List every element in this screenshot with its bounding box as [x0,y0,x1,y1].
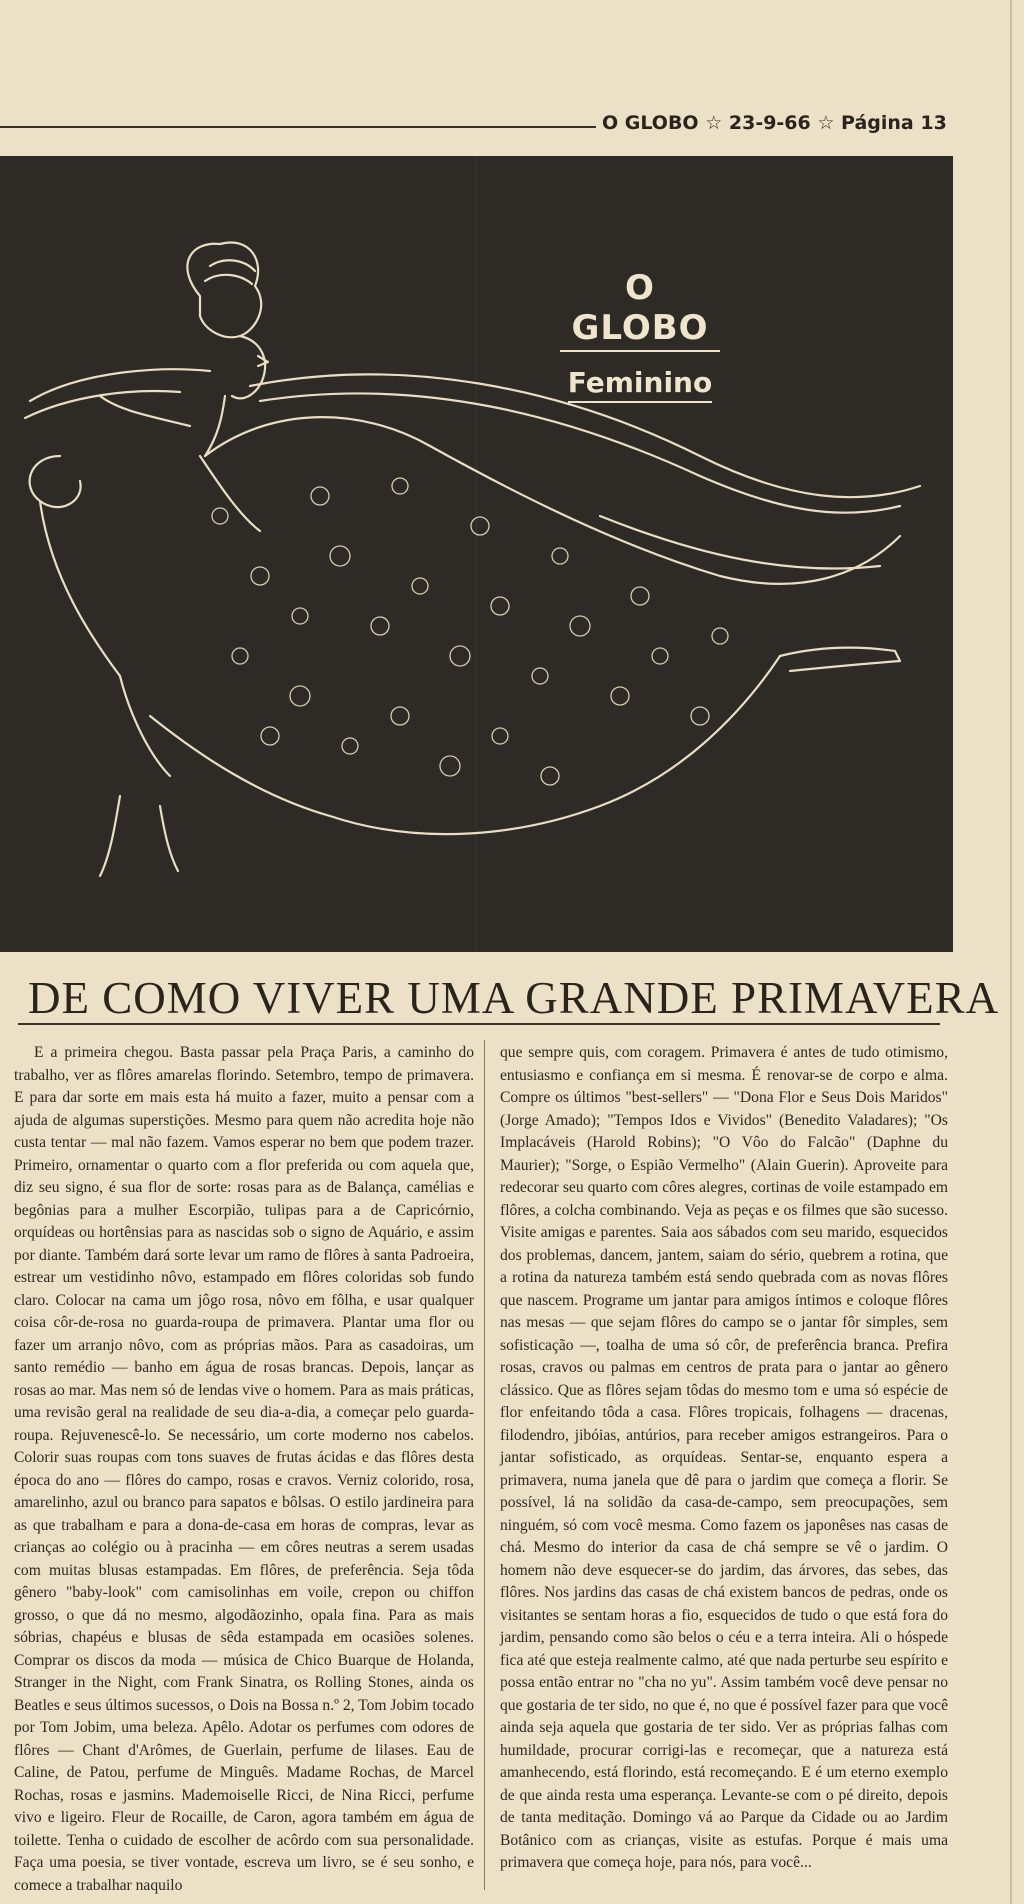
article-column-left [14,1042,474,1897]
article-column-right [500,1042,948,1875]
star-icon: ☆ [705,112,723,134]
masthead-page: Página 13 [841,112,947,134]
headline-rule [18,1023,940,1025]
banner-section: Feminino [568,366,712,403]
reclining-woman-illustration [0,156,953,952]
masthead [602,112,962,134]
section-banner [560,268,720,403]
column-divider [484,1040,485,1890]
banner-brand: O GLOBO [560,268,720,352]
star-icon: ☆ [817,112,835,134]
page-edge [1010,0,1012,1904]
masthead-rule [0,126,596,128]
masthead-paper: O GLOBO [602,112,699,134]
article-text-right: que sempre quis, com coragem. Primavera é antes de tudo otimismo, entusiasmo e confiança em si mesma. É renovar-se de corpo e alma. Compre os últimos "best-sellers" — "Dona Flor e Seus Dois Maridos" (Jorge Amado); "Tempos Idos e Vividos" (Benedito Valadares); "Os Implacáveis (Harold Robins); "O Vôo do Falcão" (Daphne du Maurier); "Sorge, o Espião Vermelho" (Alain Guerin). Aproveite para redecorar seu quarto com côres alegres, cortinas de voile estampado em flôres, a colcha combinando. Veja as peças e os filmes que são sucesso. Visite amigas e parentes. Saia aos sábados com seu marido, esquecidos dos problemas, dancem, jantem, saiam do sério, quebrem a rotina, que a rotina da natureza também está sendo quebrada com as novas flôres que nascem. Programe um jantar para amigos íntimos e coloque flôres nas mesas — que sejam flôres do campo se o jantar fôr simples, sem sofisticação —, toalha de uma só côr, de preferência branca. Prefira rosas, cravos ou palmas em centros de prata para o jantar ao gênero clássico. Que as flôres sejam tôdas do mesmo tom e uma só espécie de flor enfeitando tôda a casa. Flôres tropicais, folhagens — dracenas, filodendro, jibóias, antúrios, para receber amigos estrangeiros. Para o jantar sofisticado, as orquídeas. Sentar-se, enquanto espera a primavera, numa janela que dê para o jardim que começa a florir. Se possível, lá na solidão da casa-de-campo, sem preocupações, sem ninguém, só com você mesma. Como fazem os japonêses nas casas de chá. Mesmo do interior da casa de chá sempre se vê o jardim. O homem não deve esquecer-se do jardim, das árvores, das sebes, das flôres. Nos jardins das casas de chá existem bancos de pedras, onde os visitantes se sentam horas a fio, esquecidos de tudo o que está fora do jardim, pensando como são belos o céu e a terra inteira. Ali o hóspede fica até que esteja realmente calmo, até que nada perturbe seu espírito e possa então entrar no "cha no yu". Assim também você deve pensar no que gostaria de ter sido, no que é, no que é possível fazer para que você ainda seja aquela que gostaria de ter sido. Ver as próprias falhas com humildade, procurar corrigi-las e recomeçar, que a natureza está amanhecendo, está florindo, está recomeçando. E é um eterno exemplo de que ainda resta uma esperança. Levante-se com o pé direito, depois de tanta meditação. Domingo vá ao Parque da Cidade ou ao Jardim Botânico com as crianças, visite as estufas. Porque é mais uma primavera que começa hoje, para nós, para você... [500,1044,948,1871]
article-text-left: E a primeira chegou. Basta passar pela Praça Paris, a caminho do trabalho, ver as flôres amarelas florindo. Setembro, tempo de primavera. E para dar sorte em mais esta há muito a fazer, muito a pensar com a ajuda de algumas superstições. Mesmo para quem não acredita hoje não custa tentar — mal não fazem. Vamos esperar no bem que podem trazer. Primeiro, ornamentar o quarto com a flor preferida ou com aquela que, diz seu signo, é sua flor de sorte: rosas para as de Balança, camélias e begônias para a mulher Escorpião, tulipas para a de Capricórnio, orquídeas ou hortênsias para as nascidas sob o signo de Aquário, e assim por diante. Também dará sorte levar um ramo de flôres à santa Padroeira, estrear um vestidinho nôvo, estampado em flôres coloridas sob fundo claro. Colocar na cama um jôgo rosa, nôvo em fôlha, e usar qualquer coisa côr-de-rosa no guarda-roupa de primavera. Plantar uma flor ou fazer um arranjo nôvo, com as próprias mãos. Para as casadoiras, um santo remédio — banho em água de rosas brancas. Depois, lançar as rosas ao mar. Mas nem só de lendas vive o homem. Para as mais práticas, uma revisão geral na realidade de seu dia-a-dia, a começar pelo guarda-roupa. Rejuvenescê-lo. Se necessário, um corte moderno nos cabelos. Colorir suas roupas com tons suaves de frutas ácidas e das flôres desta época do ano — flôres do campo, rosas e cravos. Verniz colorido, rosa, amarelinho, azul ou branco para sapatos e bôlsas. O estilo jardineira para as que trabalham e para a dona-de-casa em horas de compras, levar as crianças ao colégio ou à pracinha — em côres neutras a serem usadas com muitas blusas estampadas. Em flôres, de preferência. Seja tôda gênero "baby-look" com camisolinhas em voile, crepon ou chiffon grosso, o que dá no mesmo, algodãozinho, opala fina. Para as mais sóbrias, chapéus e blusas de sêda estampada em ocasiões solenes. Comprar os discos da moda — música de Chico Buarque de Holanda, Stranger in the Night, com Frank Sinatra, os Rolling Stones, ainda os Beatles e seus últimos sucessos, o Dois na Bossa n.º 2, Tom Jobim tocado por Tom Jobim, uma beleza. Apêlo. Adotar os perfumes com odores de flôres — Chant d'Arômes, de Guerlain, perfume de lilases. Eau de Caline, de Patou, perfume de Minguês. Madame Rochas, de Marcel Rochas, rosas e jasmins. Mademoiselle Ricci, de Nina Ricci, perfume vivo e ligeiro. Fleur de Rocaille, de Caron, agora também em água de toilette. Tenha o cuidado de escolher de acôrdo com sua personalidade. Faça uma poesia, se tiver vontade, escreva um livro, se é seu sonho, e comece a trabalhar naquilo [14,1044,474,1894]
article-headline: DE COMO VIVER UMA GRANDE PRIMAVERA [28,973,1000,1023]
masthead-date: 23-9-66 [728,112,811,134]
